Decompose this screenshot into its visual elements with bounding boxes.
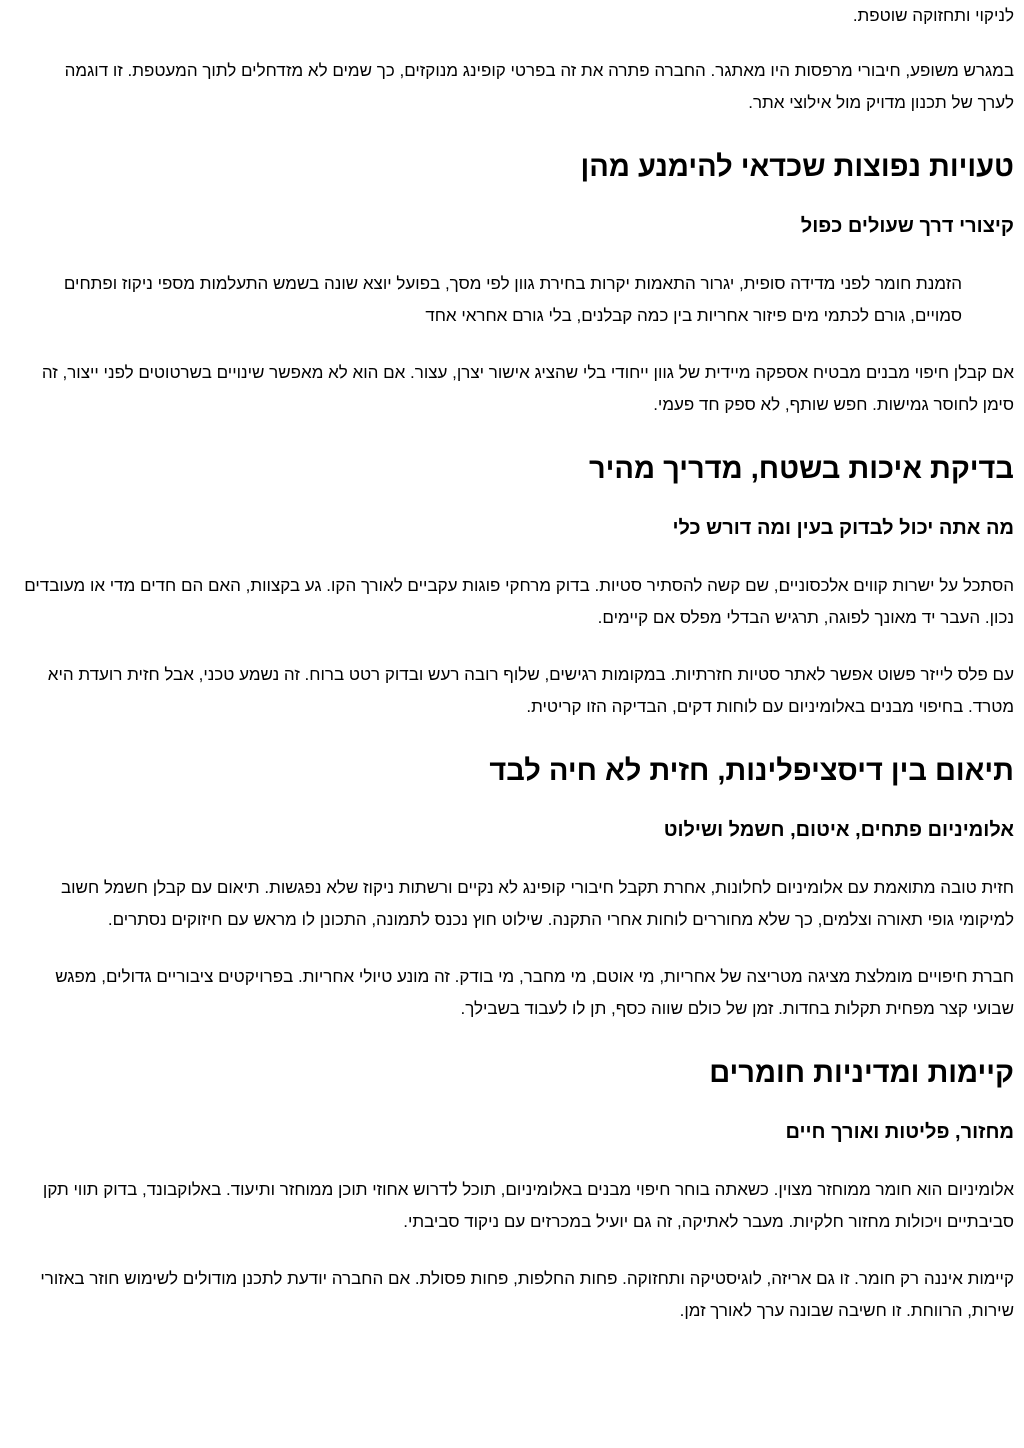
subheading-shortcuts: קיצורי דרך שעולים כפול <box>800 215 1014 237</box>
section-heading-sustainability: קיימות ומדיניות חומרים <box>709 1057 1014 1089</box>
intro-paragraph: במגרש משופע, חיבורי מרפסות היו מאתגר. החברה פתרה את זה בפרטי קופינג מנוקזים, כך שמים לא מזדחלים לתוך המעטפת. זו דוגמה לערך של תכנון מדויק מול אילוצי אתר. <box>64 61 1014 112</box>
coordination-paragraph-1: חזית טובה מתואמת עם אלומיניום לחלונות, אחרת תקבל חיבורי קופינג לא נקיים ורשתות ניקוז שלא נפגשות. תיאום עם קבלן חשמל חשוב למיקומי גופי תאורה וצלמים, כך שלא מחוררים לוחות אחרי התקנה. שילוט חוץ נכנס לתמונה, התכונן לו מראש עם חיזוקים נסתרים. <box>60 878 1014 929</box>
subheading-recycling: מחזור, פליטות ואורך חיים <box>785 1121 1014 1143</box>
mistakes-list <box>24 268 1014 332</box>
subheading-eye-check: מה אתה יכול לבדוק בעין ומה דורש כלי <box>672 517 1014 539</box>
sustainability-paragraph-2: קיימות איננה רק חומר. זו גם אריזה, לוגיסטיקה ותחזוקה. פחות החלפות, פחות פסולת. אם החברה יודעת לתכנן מודולים לשימוש חוזר באזורי שירות, הרווחת. זו חשיבה שבונה ערך לאורך זמן. <box>40 1269 1014 1320</box>
coordination-paragraph-2: חברת חיפויים מומלצת מציגה מטריצה של אחריות, מי אוטם, מי מחבר, מי בודק. זה מונע טיולי אחריות. בפרויקטים ציבוריים גדולים, מפגש שבועי קצר מפחית תקלות בחדות. זמן של כולם שווה כסף, תן לו לעבוד בשבילך. <box>55 967 1014 1018</box>
section-heading-mistakes: טעויות נפוצות שכדאי להימנע מהן <box>580 151 1014 183</box>
section-heading-inspection: בדיקת איכות בשטח, מדריך מהיר <box>588 453 1014 485</box>
inspection-paragraph-1: הסתכל על ישרות קווים אלכסוניים, שם קשה להסתיר סטיות. בדוק מרחקי פוגות עקביים לאורך הקו. גע בקצוות, האם הם חדים מדי או מעובדים נכון. העבר יד מאונך לפוגה, תרגיש הבדלי מפלס אם קיימים. <box>24 576 1014 627</box>
article-body <box>24 0 1014 1327</box>
section-heading-coordination: תיאום בין דיסציפלינות, חזית לא חיה לבד <box>489 755 1014 787</box>
sustainability-paragraph-1: אלומיניום הוא חומר ממוחזר מצוין. כשאתה בוחר חיפוי מבנים באלומיניום, תוכל לדרוש אחוזי תוכן ממוחזר ותיעוד. באלוקבונד, בדוק תווי תקן סביבתיים ויכולות מחזור חלקיות. מעבר לאתיקה, זה גם יועיל במכרזים עם ניקוד סביבתי. <box>42 1180 1014 1231</box>
list-item: הזמנת חומר לפני מדידה סופית, יגרור התאמות יקרות בחירת גוון לפי מסך, בפועל יוצא שונה בשמש התעלמות מספי ניקוז ופתחים סמויים, גורם לכתמי מים פיזור אחריות בין כמה קבלנים, בלי גורם אחראי אחד <box>63 274 962 325</box>
intro-tail-text: לניקוי ותחזוקה שוטפת. <box>852 6 1014 25</box>
subheading-aluminum-openings: אלומיניום פתחים, איטום, חשמל ושילוט <box>663 819 1014 841</box>
inspection-paragraph-2: עם פלס לייזר פשוט אפשר לאתר סטיות חזרתיות. במקומות רגישים, שלוף רובה רעש ובדוק רטט ברוח. זה נשמע טכני, אבל חזית רועדת היא מטרד. בחיפוי מבנים באלומיניום עם לוחות דקים, הבדיקה הזו קריטית. <box>47 665 1014 716</box>
mistakes-paragraph: אם קבלן חיפוי מבנים מבטיח אספקה מיידית של גוון ייחודי בלי שהציג אישור יצרן, עצור. אם הוא לא מאפשר שינויים בשרטוטים לפני ייצור, זה סימן לחוסר גמישות. חפש שותף, לא ספק חד פעמי. <box>41 363 1014 414</box>
